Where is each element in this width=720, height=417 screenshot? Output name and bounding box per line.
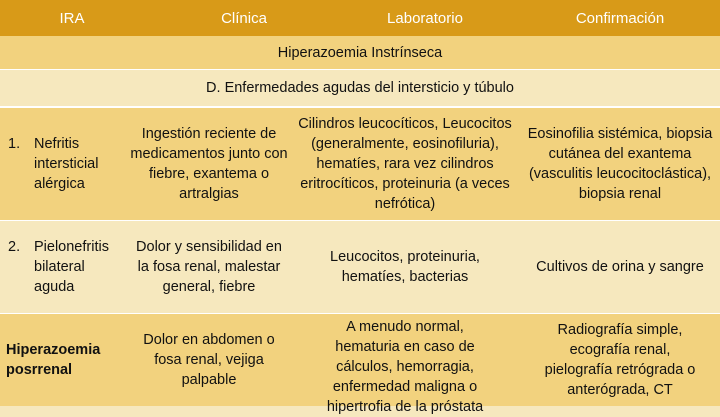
row-name-cell: [0, 108, 128, 220]
table-row: [0, 313, 720, 415]
row-number: 2.: [8, 239, 21, 255]
row-number: 1.: [8, 136, 21, 152]
header-ira: IRA: [59, 9, 85, 27]
row-name-cell: [0, 221, 128, 313]
header-confirmacion: Confirmación: [575, 9, 665, 27]
header-clinica: Clínica: [221, 9, 267, 27]
row-name-cell: [0, 314, 128, 406]
header-laboratorio: Laboratorio: [387, 9, 463, 27]
subsection-title: D. Enfermedades agudas del intersticio y túbulo: [0, 70, 720, 107]
confirmacion-cell: Cultivos de orina y sangre: [536, 259, 704, 275]
table-row: [0, 107, 720, 220]
laboratorio-cell: Leucocitos, proteinuria, hematíes, bacterias: [330, 249, 480, 285]
row-name: Nefritis intersticial alérgica: [34, 136, 99, 192]
table-header: [0, 0, 720, 36]
row-name: Hiperazoemia posrrenal: [6, 342, 101, 378]
clinica-cell: Dolor en abdomen o fosa renal, vejiga palpable: [143, 332, 275, 388]
row-name: Pielonefritis bilateral aguda: [34, 239, 109, 295]
clinica-cell: Dolor y sensibilidad en la fosa renal, malestar general, fiebre: [136, 239, 282, 295]
table-row: [0, 220, 720, 313]
confirmacion-cell: Radiografía simple, ecografía renal, pielografía retrógrada o anterógrada, CT: [544, 322, 696, 398]
laboratorio-cell: A menudo normal, hematuria en caso de cálculos, hemorragia, enfermedad maligna o hipertrofia de la próstata: [326, 319, 484, 415]
clinica-cell: Ingestión reciente de medicamentos junto con fiebre, exantema o artralgias: [130, 126, 288, 202]
confirmacion-cell: Eosinofilia sistémica, biopsia cutánea del exantema (vasculitis leucocitoclástica), biopsia renal: [527, 126, 713, 202]
laboratorio-cell: Cilindros leucocíticos, Leucocitos (generalmente, eosinofiluria), hematíes, rara vez cilindros eritrocíticos, proteinuria (a veces nefrótica): [298, 116, 512, 212]
section-title: Hiperazoemia Instrínseca: [0, 36, 720, 70]
